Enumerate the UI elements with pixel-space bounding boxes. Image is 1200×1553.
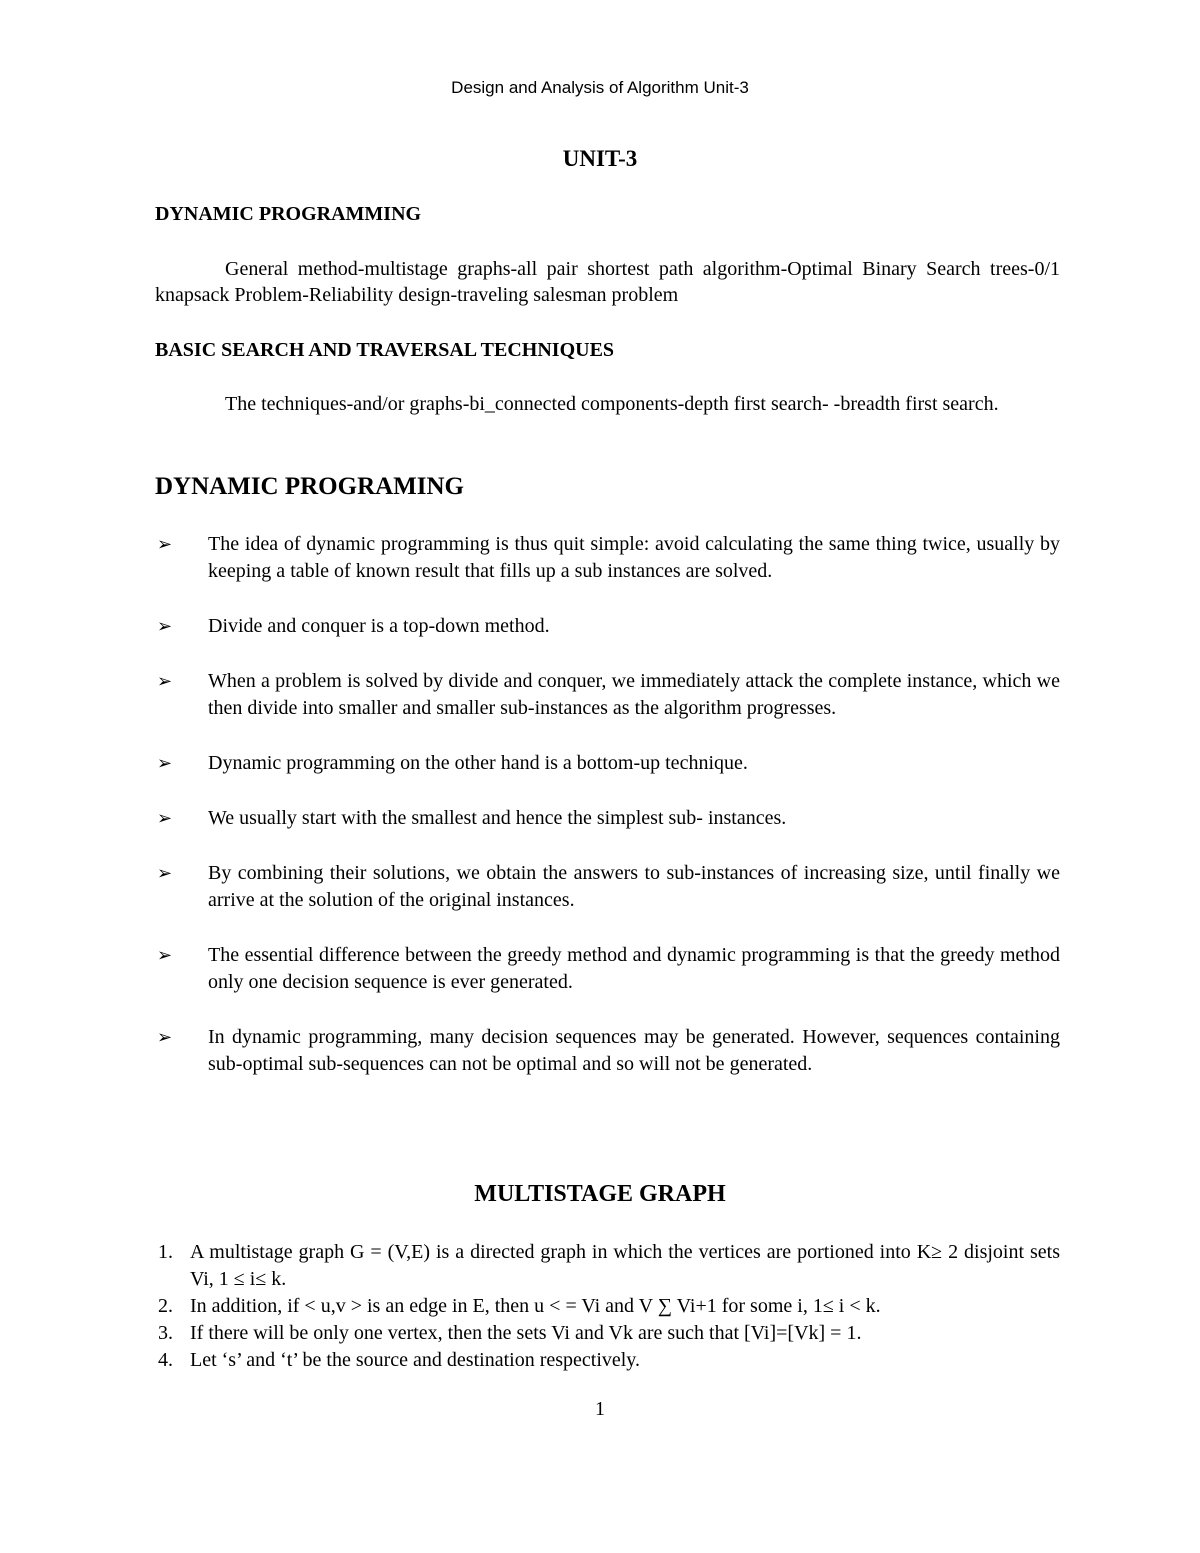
bullet-text: The essential difference between the greedy method and dynamic programming is that the greedy method only one decision sequence is ever generated. — [208, 944, 1060, 993]
bullet-text: Divide and conquer is a top-down method. — [208, 615, 550, 637]
item-text: If there will be only one vertex, then the sets Vi and Vk are such that [Vi]=[Vk] = 1. — [190, 1322, 862, 1344]
bullet-text: By combining their solutions, we obtain the answers to sub-instances of increasing size, until finally we arrive at the solution of the original instances. — [208, 862, 1060, 911]
bullet-text: The idea of dynamic programming is thus quit simple: avoid calculating the same thing twice, usually by keeping a table of known result that fills up a sub instances are solved. — [208, 533, 1060, 582]
multistage-list — [155, 1239, 1060, 1374]
item-text: In addition, if < u,v > is an edge in E, then u < = Vi and V ∑ Vi+1 for some i, 1≤ i < k. — [190, 1295, 881, 1317]
list-item — [155, 1347, 1060, 1374]
arrow-bullet-icon: ➢ — [157, 1027, 173, 1048]
page-number: 1 — [595, 1398, 605, 1420]
list-item — [155, 1239, 1060, 1293]
arrow-bullet-icon: ➢ — [157, 808, 173, 829]
bst-syllabus-heading: BASIC SEARCH AND TRAVERSAL TECHNIQUES — [155, 339, 615, 361]
item-number: 4. — [158, 1349, 173, 1371]
list-item — [155, 613, 1060, 640]
arrow-bullet-icon: ➢ — [157, 945, 173, 966]
list-item — [155, 668, 1060, 722]
dp-bullet-list — [155, 531, 1060, 1106]
list-item — [155, 1320, 1060, 1347]
arrow-bullet-icon: ➢ — [157, 616, 173, 637]
bullet-text: We usually start with the smallest and hence the simplest sub- instances. — [208, 807, 787, 829]
list-item — [155, 750, 1060, 777]
item-number: 1. — [158, 1241, 173, 1263]
list-item — [155, 1293, 1060, 1320]
arrow-bullet-icon: ➢ — [157, 753, 173, 774]
bst-syllabus-text: The techniques-and/or graphs-bi_connected components-depth first search- -breadth first search. — [225, 393, 999, 415]
dp-syllabus-text: General method-multistage graphs-all pair shortest path algorithm-Optimal Binary Search trees-0/1 knapsack Problem-Reliability design-traveling salesman problem — [155, 258, 1060, 306]
bullet-text: When a problem is solved by divide and conquer, we immediately attack the complete instance, which we then divide into smaller and smaller sub-instances as the algorithm progresses. — [208, 670, 1060, 719]
item-number: 2. — [158, 1295, 173, 1317]
list-item — [155, 805, 1060, 832]
item-text: Let ‘s’ and ‘t’ be the source and destination respectively. — [190, 1349, 641, 1371]
arrow-bullet-icon: ➢ — [157, 863, 173, 884]
list-item — [155, 531, 1060, 585]
bullet-text: Dynamic programming on the other hand is a bottom-up technique. — [208, 752, 748, 774]
list-item — [155, 860, 1060, 914]
unit-title: UNIT-3 — [562, 146, 638, 171]
list-item — [155, 1024, 1060, 1078]
page-header: Design and Analysis of Algorithm Unit-3 — [451, 78, 749, 97]
arrow-bullet-icon: ➢ — [157, 671, 173, 692]
item-number: 3. — [158, 1322, 173, 1344]
list-item — [155, 942, 1060, 996]
item-text: A multistage graph G = (V,E) is a directed graph in which the vertices are portioned into K≥ 2 disjoint sets Vi, 1 ≤ i≤ k. — [190, 1241, 1060, 1290]
bullet-text: In dynamic programming, many decision sequences may be generated. However, sequences containing sub-optimal sub-sequences can not be optimal and so will not be generated. — [208, 1026, 1060, 1075]
dp-main-heading: DYNAMIC PROGRAMING — [155, 473, 464, 500]
multistage-heading: MULTISTAGE GRAPH — [474, 1181, 726, 1207]
arrow-bullet-icon: ➢ — [157, 534, 173, 555]
dp-syllabus-heading: DYNAMIC PROGRAMMING — [155, 203, 422, 225]
